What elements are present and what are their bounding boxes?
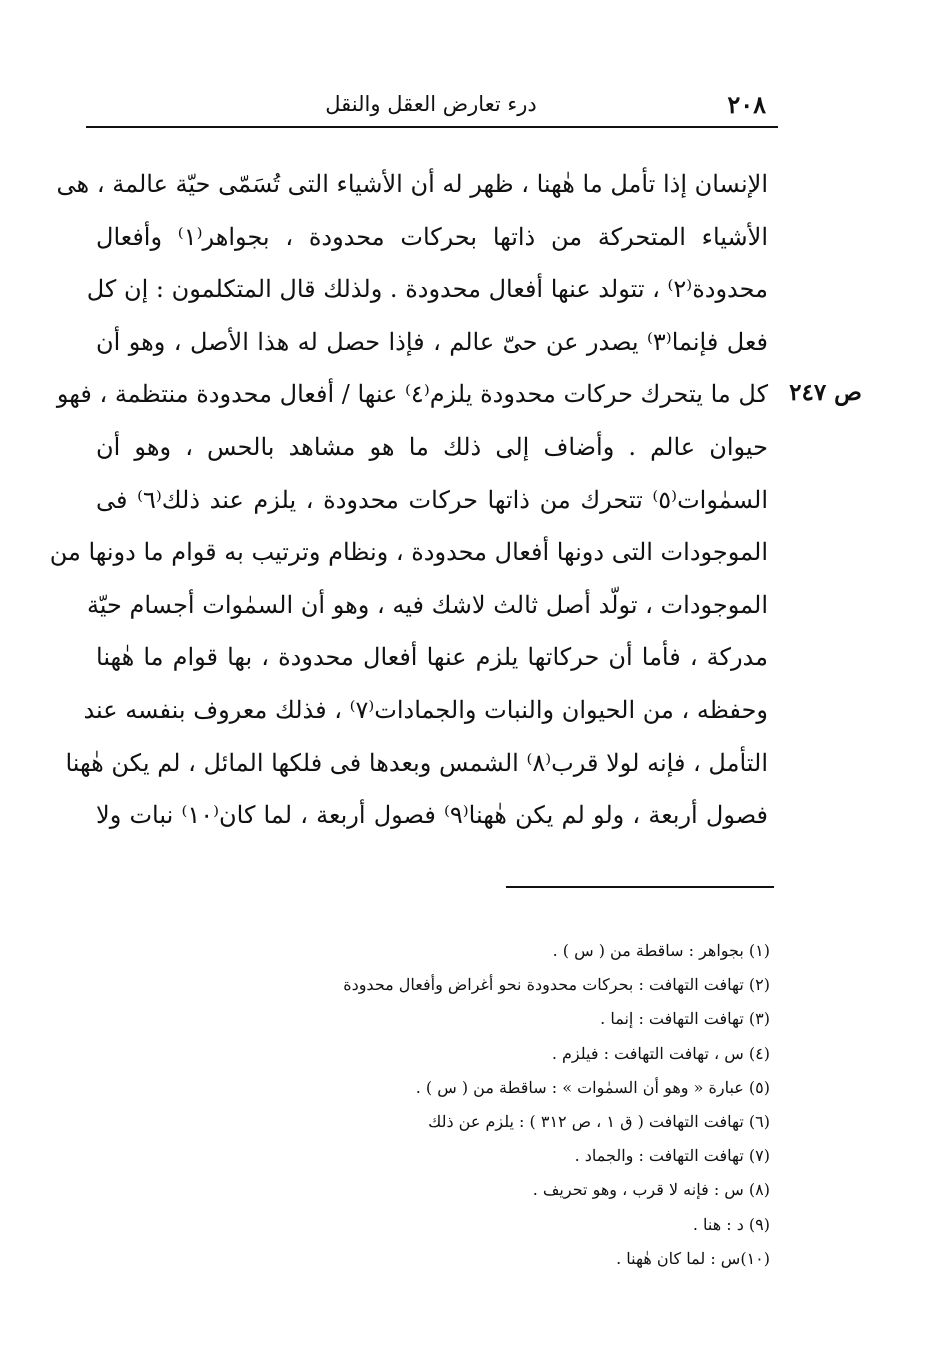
footnote: (٣) تهافت التهافت : إنما .	[600, 1009, 770, 1029]
text-line: السمٰوات⁽٥⁾ تتحرك من ذاتها حركات محدودة ، يلزم عند ذلك⁽٦⁾ فى	[96, 485, 768, 514]
footnote: (١٠)س : لما كان هٰهنا .	[616, 1248, 770, 1268]
footnote: (٤) س ، تهافت التهافت : فيلزم .	[551, 1043, 770, 1063]
text-line: التأمل ، فإنه لولا قرب⁽٨⁾ الشمس وبعدها فى فلكها المائل ، لم يكن هٰهنا	[65, 748, 768, 777]
text-line: الأشياء المتحركة من ذاتها بحركات محدودة ، بجواهر⁽١⁾ وأفعال	[96, 222, 768, 251]
text-line: حيوان عالم . وأضاف إلى ذلك ما هو مشاهد بالحس ، وهو أن	[96, 432, 768, 461]
page-header	[88, 88, 774, 122]
header-rule	[86, 126, 778, 128]
text-line: فعل فإنما⁽٣⁾ يصدر عن حىّ عالم ، فإذا حصل له هذا الأصل ، وهو أن	[96, 327, 768, 356]
footnote: (٩) د : هنا .	[692, 1214, 770, 1234]
footnote: (٧) تهافت التهافت : والجماد .	[574, 1146, 770, 1166]
text-line: فصول أربعة ، ولو لم يكن هٰهنا⁽٩⁾ فصول أربعة ، لما كان⁽١٠⁾ نبات ولا	[96, 801, 769, 830]
margin-page-reference: ص ٢٤٧	[789, 379, 862, 406]
footnotes	[300, 934, 770, 1276]
footnote: (١) بجواهر : ساقطة من ( س ) .	[552, 941, 770, 960]
text-line: مدركة ، فأما أن حركاتها يلزم عنها أفعال محدودة ، بها قوام ما هٰهنا	[96, 643, 768, 672]
text-line: وحفظه ، من الحيوان والنبات والجمادات⁽٧⁾ ، فذلك معروف بنفسه عند	[83, 695, 768, 724]
footnote: (٢) تهافت التهافت : بحركات محدودة نحو أغراض وأفعال محدودة	[343, 975, 770, 995]
footnote: (٥) عبارة « وهو أن السمٰوات » : ساقطة من ( س ) .	[415, 1077, 770, 1097]
text-line: محدودة⁽٢⁾ ، تتولد عنها أفعال محدودة . ولذلك قال المتكلمون : إن كل	[86, 275, 768, 304]
running-title: درء تعارض العقل والنقل	[325, 92, 537, 116]
text-line: كل ما يتحرك حركات محدودة يلزم⁽٤⁾ عنها / أفعال محدودة منتظمة ، فهو	[56, 380, 768, 409]
main-text	[49, 158, 769, 842]
text-line: الإنسان إذا تأمل ما هٰهنا ، ظهر له أن الأشياء التى تُسَمّى حيّة عالمة ، هى	[56, 170, 768, 198]
text-line: الموجودات التى دونها أفعال محدودة ، ونظام وترتيب به قوام ما دونها من	[49, 538, 768, 567]
footnote: (٨) س : فإنه لا قرب ، وهو تحريف .	[532, 1180, 770, 1200]
text-line: الموجودات ، تولّد أصل ثالث لاشك فيه ، وهو أن السمٰوات أجسام حيّة	[86, 590, 768, 619]
page-number: ٢٠٨	[727, 90, 766, 119]
footnote: (٦) تهافت التهافت ( ق ١ ، ص ٣١٢ ) : يلزم عن ذلك	[428, 1111, 770, 1131]
footnote-separator	[506, 886, 774, 888]
